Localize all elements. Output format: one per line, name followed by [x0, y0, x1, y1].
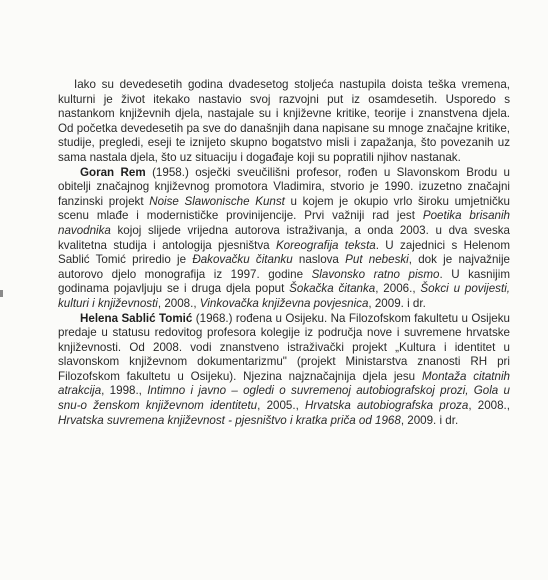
work-title: Đakovačku čitanku	[192, 253, 293, 267]
work-title: Intimno i javno – ogledi o suvremenoj autobiografskoj prozi, Gola u snu-o ženskom književnom identitetu	[58, 384, 510, 413]
text-run: , 1998.,	[101, 384, 148, 398]
text-run: . U kasnijim godinama pojavljuju se i druga djela poput	[58, 267, 510, 296]
author-name: Helena Sablić Tomić	[80, 311, 193, 325]
author-name: Goran Rem	[80, 165, 146, 179]
document-page	[58, 78, 510, 428]
work-title: Koreografija teksta	[275, 238, 376, 252]
work-title: Slavonsko ratno pismo	[311, 267, 440, 281]
paragraph-intro	[58, 78, 510, 166]
work-title: Šokačka čitanka	[289, 282, 376, 296]
text-run: . U zajednici s Helenom Sablić Tomić priredio je	[58, 238, 510, 267]
text-run: (1958.) osječki sveučilišni profesor, rođen u Slavonskom Brodu u obitelji značajnog književnog promotora Vladimira, stvorio je 1990. izuzetno značajni fanzinski projekt	[58, 165, 510, 208]
work-title: Montaža citatnih atrakcija	[58, 369, 510, 398]
text-run: kojoj slijede vrijedna autorova istraživanja, a onda 2003. u dva sveska kvalitetna studija i antologija pjesništva	[58, 223, 510, 252]
work-title: Put nebeski	[345, 253, 409, 267]
text-run: , 2008.,	[157, 296, 200, 310]
text-run: , dok je najvažnije autorovo djelo monografija iz 1997. godine	[58, 253, 511, 281]
work-title: Vinkovačka književna povjesnica	[199, 296, 369, 310]
paragraph-goran-rem	[58, 166, 510, 312]
text-run: , 2006.,	[375, 282, 421, 296]
work-title: Noise Slawonische Kunst	[149, 194, 285, 208]
text-run: , 2009. i dr.	[368, 296, 426, 310]
text-run: u kojem je okupio vrlo široku umjetničku scenu mlađe i modernističke provinijencije. Prvi važniji rad jest	[58, 194, 510, 223]
text-run: (1968.) rođena u Osijeku. Na Filozofskom fakultetu u Osijeku predaje u statusu redovitog profesora kolegije iz područja nove i suvremene hrvatske književnosti. Od 2008. vodi znanstveno istraživački projekt „Kultura i identitet u slavonskom književnom dokumentarizmu" (projekt Ministarstva znanosti RH pri Filozofskom fakultetu u Osijeku). Njezina najznačajnija djela jesu	[58, 311, 510, 383]
text-run: naslova	[292, 253, 346, 267]
work-title: Hrvatska suvremena književnost - pjesništvo i kratka priča od 1968	[58, 413, 401, 427]
work-title: Poetika brisanih navodnika	[58, 209, 511, 237]
text-run: , 2009. i dr.	[400, 413, 459, 427]
paragraph-helena-sablic-tomic	[58, 312, 510, 429]
text-run: Iako su devedesetih godina dvadesetog stoljeća nastupila doista teška vremena, kulturni je život itekako nastavio svoj razvojni put iz osamdesetih. Usporedo s nastankom književnih djela, nastajale su i književne kritike, teorije i znanstvena djela. Od početka devedesetih pa sve do današnjih dana napisane su mnoge značajne kritike, studije, pregledi, eseji te iznijeto skupno bogatstvo misli i zapažanja, što povezanih uz sama nastala djela, što uz situaciju i događaje koji su popratili njihov nastanak.	[58, 78, 510, 164]
work-title: Šokci u povijesti, kulturi i književnosti	[58, 282, 510, 310]
text-run: , 2005.,	[257, 399, 306, 413]
text-run: , 2008.,	[468, 399, 510, 413]
scan-edge-mark	[0, 290, 3, 297]
work-title: Hrvatska autobiografska proza	[305, 399, 469, 413]
